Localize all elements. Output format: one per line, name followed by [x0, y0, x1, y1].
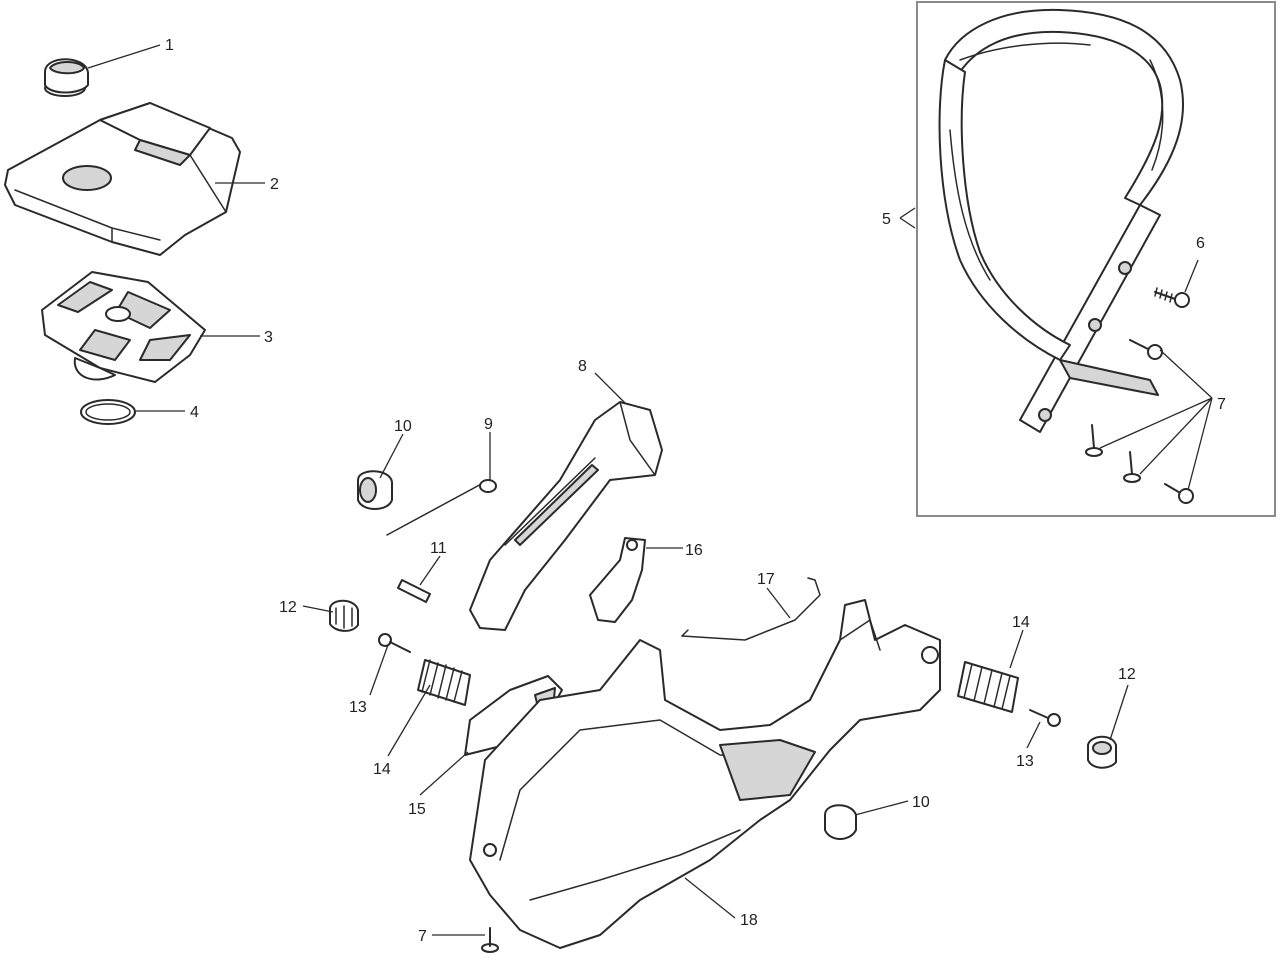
buffer-10-upper	[358, 471, 392, 509]
o-ring	[81, 400, 135, 424]
label-12-left: 12	[279, 599, 297, 616]
label-5: 5	[882, 211, 891, 228]
spring-wire	[387, 480, 496, 535]
label-2: 2	[270, 176, 279, 193]
label-10-upper: 10	[394, 418, 412, 435]
throttle-trigger	[590, 538, 645, 622]
label-14-left: 14	[373, 761, 391, 778]
screw-13-right	[1030, 710, 1060, 726]
label-14-right: 14	[1012, 614, 1030, 631]
label-12-right: 12	[1118, 666, 1136, 683]
pin	[398, 580, 430, 602]
front-handle-bar	[940, 10, 1184, 432]
label-17: 17	[757, 571, 775, 588]
screw-13-left	[379, 634, 410, 652]
label-1: 1	[165, 37, 174, 54]
label-13-right: 13	[1016, 753, 1034, 770]
label-6: 6	[1196, 235, 1205, 252]
label-9: 9	[484, 416, 493, 433]
label-7-inset: 7	[1217, 396, 1226, 413]
buffer-10-lower	[825, 805, 856, 839]
filler-cap	[45, 59, 88, 96]
handle-screws-7	[1086, 340, 1193, 503]
label-3: 3	[264, 329, 273, 346]
spring-14-right	[958, 662, 1018, 712]
plug-12-left	[330, 601, 358, 631]
label-11: 11	[430, 540, 447, 557]
handle-housing	[470, 600, 940, 948]
screw-7-bottom	[482, 928, 498, 952]
plug-12-right	[1088, 737, 1116, 768]
label-15: 15	[408, 801, 426, 818]
label-10-lower: 10	[912, 794, 930, 811]
label-16: 16	[685, 542, 703, 559]
top-cover	[5, 103, 240, 255]
label-13-left: 13	[349, 699, 367, 716]
handle-screw-6	[1155, 288, 1189, 307]
air-filter	[42, 272, 205, 382]
throttle-rod	[682, 578, 820, 640]
spring-14-left	[418, 660, 470, 705]
label-8: 8	[578, 358, 587, 375]
label-4: 4	[190, 404, 199, 421]
label-7-bottom: 7	[418, 928, 427, 945]
label-18: 18	[740, 912, 758, 929]
